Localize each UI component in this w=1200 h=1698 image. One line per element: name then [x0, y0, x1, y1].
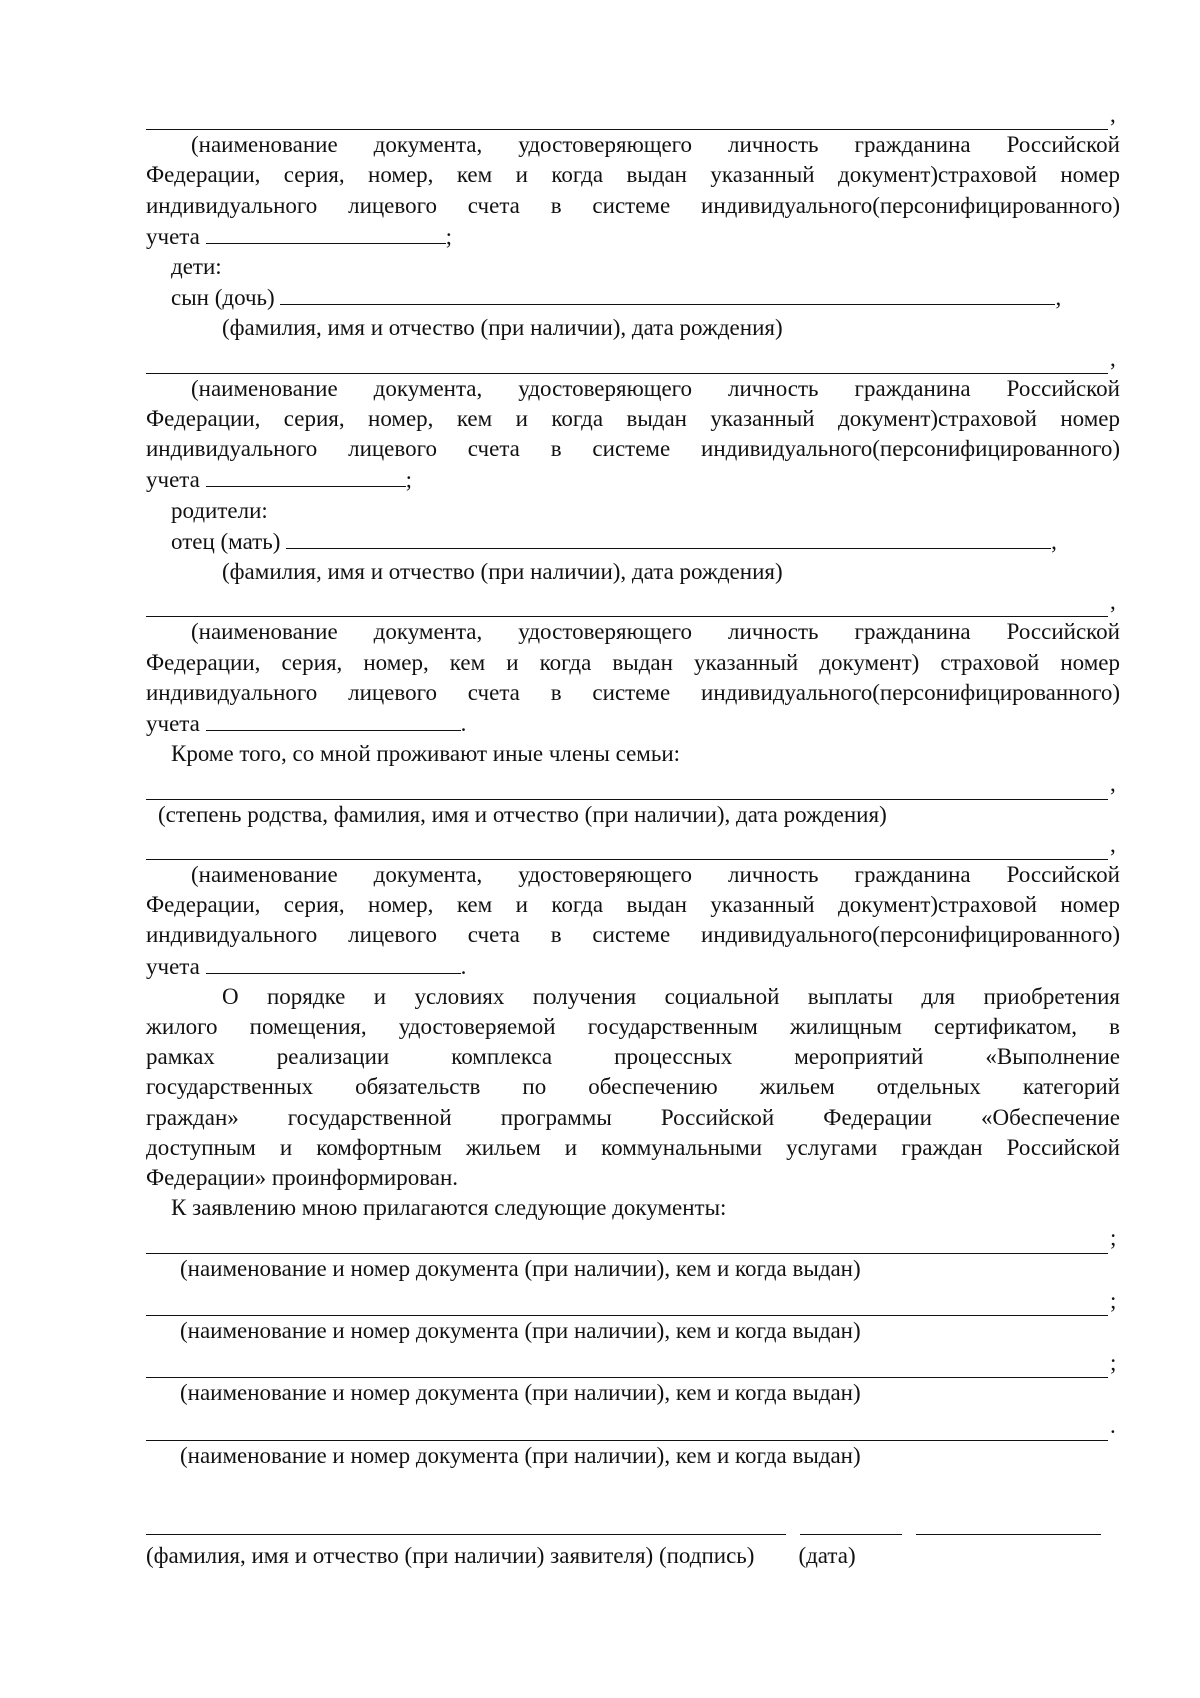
snils-line: учета ; — [146, 221, 1120, 252]
snils-label: индивидуального лицевого счета в системе индивидуального(персонифицированного) — [146, 192, 1120, 218]
doc-label: (наименование документа, удостоверяющего личность гражданина Российской — [191, 132, 1120, 158]
doc-field-2[interactable]: , — [146, 344, 1120, 374]
date-field[interactable] — [916, 1514, 1101, 1535]
doc-label: (наименование документа, удостоверяющего личность гражданина Российской — [191, 862, 1120, 887]
signature-field[interactable] — [800, 1514, 902, 1535]
document-page — [146, 100, 1120, 1571]
info-paragraph-line: граждан» государственной программы Российской Федерации «Обеспечение — [146, 1104, 1120, 1130]
attach-field-1[interactable]: ; — [146, 1223, 1120, 1253]
others-text: Кроме того, со мной проживают иные члены семьи: — [171, 741, 681, 767]
relation-field[interactable]: , — [146, 769, 1120, 799]
children-label: дети: — [171, 254, 222, 279]
snils-field-1[interactable] — [206, 221, 446, 244]
father-field[interactable] — [286, 526, 1051, 549]
son-line: сын (дочь) , — [146, 282, 1120, 313]
snils-label: индивидуального лицевого счета в системе индивидуального(персонифицированного) — [146, 922, 1120, 948]
attach-label: (наименование и номер документа (при наличии), кем и когда выдан) — [180, 1255, 861, 1281]
father-line: отец (мать) , — [146, 526, 1120, 557]
snils-field-4[interactable] — [206, 951, 461, 974]
attach-field-3[interactable]: ; — [146, 1348, 1120, 1378]
date-label: (дата) — [798, 1543, 856, 1568]
info-paragraph-line: рамках реализации комплекса процессных мероприятий «Выполнение — [146, 1044, 1120, 1070]
attach-field-4[interactable]: . — [146, 1411, 1120, 1441]
snils-field-3[interactable] — [206, 708, 461, 731]
doc-field-4[interactable]: , — [146, 830, 1120, 860]
doc-label: (наименование документа, удостоверяющего личность гражданина Российской — [191, 619, 1120, 645]
attach-text: К заявлению мною прилагаются следующие документы: — [171, 1195, 727, 1221]
doc-field-3[interactable]: , — [146, 587, 1120, 617]
parents-label: родители: — [171, 497, 268, 523]
doc-label: (наименование документа, удостоверяющего личность гражданина Российской — [191, 375, 1120, 401]
signature-row — [146, 1505, 1120, 1535]
attach-label: (наименование и номер документа (при наличии), кем и когда выдан) — [180, 1442, 861, 1468]
info-paragraph-line: Федерации» проинформирован. — [146, 1165, 459, 1191]
snils-label: индивидуального лицевого счета в системе индивидуального(персонифицированного) — [146, 436, 1120, 462]
snils-label: индивидуального лицевого счета в системе индивидуального(персонифицированного) — [146, 679, 1120, 705]
snils-line: учета ; — [146, 464, 1120, 495]
doc-label-l2: Федерации, серия, номер, кем и когда выдан указанный документ)страховой номер — [146, 892, 1121, 918]
doc-label-l2: Федерации, серия, номер, кем и когда выдан указанный документ) страховой номер — [146, 649, 1121, 675]
son-field[interactable] — [280, 282, 1055, 305]
info-paragraph-line: жилого помещения, удостоверяемой государственным жилищным сертификатом, в — [146, 1014, 1120, 1040]
applicant-name-field[interactable] — [146, 1514, 786, 1535]
snils-line: учета . — [146, 708, 1120, 739]
attach-field-2[interactable]: ; — [146, 1286, 1120, 1316]
doc-label-l2: Федерации, серия, номер, кем и когда выдан указанный документ)страховой номер — [146, 406, 1121, 431]
signature-label: (фамилия, имя и отчество (при наличии) заявителя) (подпись) — [146, 1543, 755, 1568]
snils-line: учета . — [146, 951, 1120, 982]
attach-label: (наименование и номер документа (при наличии), кем и когда выдан) — [180, 1318, 861, 1344]
doc-label-l2: Федерации, серия, номер, кем и когда выдан указанный документ)страховой номер — [146, 162, 1121, 188]
attach-label: (наименование и номер документа (при наличии), кем и когда выдан) — [180, 1380, 861, 1406]
snils-field-2[interactable] — [206, 464, 406, 487]
fio-label-2: (фамилия, имя и отчество (при наличии), дата рождения) — [222, 559, 783, 585]
relation-label: (степень родства, фамилия, имя и отчество (при наличии), дата рождения) — [158, 801, 887, 827]
fio-label-1: (фамилия, имя и отчество (при наличии), дата рождения) — [222, 315, 783, 341]
doc-field-1[interactable]: , — [146, 100, 1120, 130]
signature-labels — [146, 1541, 1120, 1571]
info-paragraph-line: государственных обязательств по обеспечению жильем отдельных категорий — [146, 1074, 1120, 1100]
info-paragraph: О порядке и условиях получения социальной выплаты для приобретения — [222, 983, 1120, 1009]
info-paragraph-line: доступным и комфортным жильем и коммунальными услугами граждан Российской — [146, 1134, 1120, 1160]
